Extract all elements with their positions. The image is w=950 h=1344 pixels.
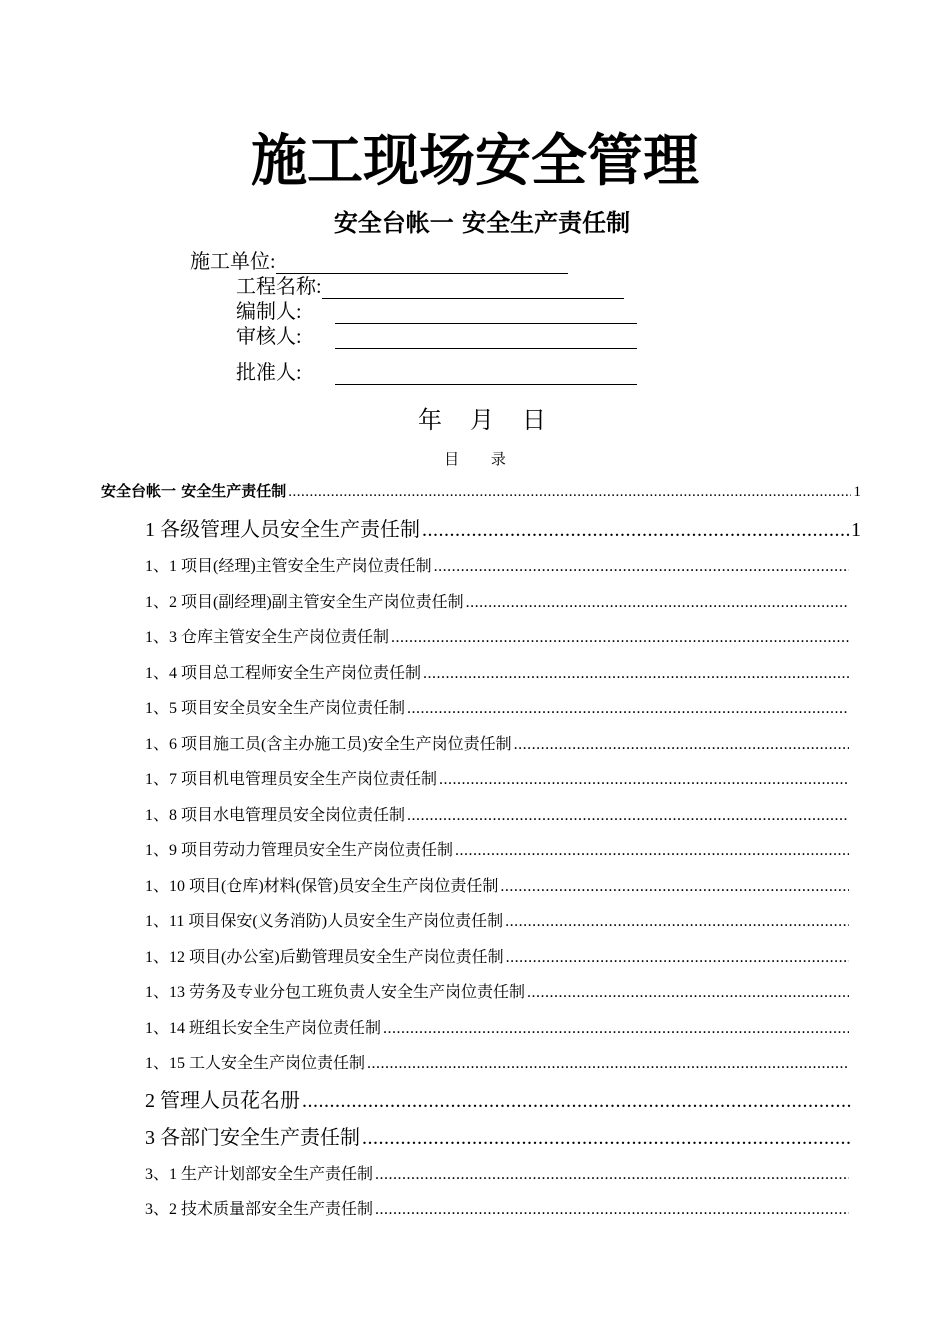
project-name-label: 工程名称: bbox=[236, 276, 322, 298]
toc-entry-text: 1、2 项目(副经理)副主管安全生产岗位责任制 bbox=[145, 594, 464, 611]
toc-entry[interactable] bbox=[145, 731, 859, 754]
approver-line bbox=[335, 362, 637, 385]
compiler-field bbox=[236, 300, 637, 324]
approver-field bbox=[236, 361, 637, 385]
date-line bbox=[0, 405, 950, 437]
toc-heading: 目 录 bbox=[444, 452, 520, 468]
document-title: 施工现场安全管理 bbox=[251, 129, 699, 194]
toc-entry[interactable] bbox=[145, 660, 859, 683]
construction-unit-field bbox=[190, 250, 568, 274]
toc-entry[interactable] bbox=[145, 1084, 861, 1113]
approver-label: 批准人: bbox=[236, 362, 302, 384]
project-name-line bbox=[322, 276, 624, 299]
toc-entry-text: 1、13 劳务及专业分包工班负责人安全生产岗位责任制 bbox=[145, 984, 526, 1001]
toc-entry-text: 1、3 仓库主管安全生产岗位责任制 bbox=[145, 629, 390, 646]
toc-entry-text: 1、10 项目(仓库)材料(保管)员安全生产岗位责任制 bbox=[145, 878, 499, 895]
toc-entry[interactable] bbox=[145, 944, 859, 967]
toc-entry[interactable] bbox=[145, 1161, 859, 1184]
toc-entry-text: 1、6 项目施工员(含主办施工员)安全生产岗位责任制 bbox=[145, 736, 512, 753]
toc-entry[interactable] bbox=[145, 553, 859, 576]
reviewer-field bbox=[236, 325, 637, 349]
toc-entry-text: 1、5 项目安全员安全生产岗位责任制 bbox=[145, 700, 406, 717]
toc-entry-text: 1、1 项目(经理)主管安全生产岗位责任制 bbox=[145, 558, 432, 575]
toc-entry-text: 3 各部门安全生产责任制 bbox=[145, 1127, 360, 1149]
toc-entry[interactable] bbox=[145, 1121, 861, 1150]
reviewer-label: 审核人: bbox=[236, 326, 302, 348]
date-month: 月 bbox=[470, 408, 494, 434]
toc-entry[interactable] bbox=[145, 873, 859, 896]
toc-entry[interactable] bbox=[145, 624, 859, 647]
toc-entry-page: 1 bbox=[851, 519, 861, 541]
toc-entry[interactable] bbox=[145, 513, 861, 542]
construction-unit-label: 施工单位: bbox=[190, 251, 276, 273]
date-day: 日 bbox=[522, 408, 546, 434]
compiler-label: 编制人: bbox=[236, 301, 302, 323]
toc-entry[interactable] bbox=[145, 1196, 859, 1219]
toc-entry[interactable] bbox=[145, 1050, 859, 1073]
toc-entry[interactable] bbox=[145, 1015, 859, 1038]
toc-entry[interactable] bbox=[145, 802, 859, 825]
toc-entry-text: 安全台帐一 安全生产责任制 bbox=[101, 482, 287, 500]
toc-entry-text: 1 各级管理人员安全生产责任制 bbox=[145, 519, 420, 541]
construction-unit-line bbox=[276, 251, 568, 274]
toc-entry-text: 1、14 班组长安全生产岗位责任制 bbox=[145, 1020, 382, 1037]
toc-entry[interactable] bbox=[145, 766, 859, 789]
toc-entry-text: 1、15 工人安全生产岗位责任制 bbox=[145, 1055, 366, 1072]
toc-entry[interactable] bbox=[145, 979, 859, 1002]
toc-entry-text: 1、12 项目(办公室)后勤管理员安全生产岗位责任制 bbox=[145, 949, 504, 966]
toc-entry-text: 1、4 项目总工程师安全生产岗位责任制 bbox=[145, 665, 422, 682]
toc-entry-text: 1、11 项目保安(义务消防)人员安全生产岗位责任制 bbox=[145, 913, 504, 930]
project-name-field bbox=[236, 275, 624, 299]
toc-entry-text: 2 管理人员花名册 bbox=[145, 1090, 300, 1112]
toc-entry[interactable] bbox=[145, 837, 859, 860]
toc-entry-text: 3、1 生产计划部安全生产责任制 bbox=[145, 1166, 374, 1183]
document-subtitle: 安全台帐一 安全生产责任制 bbox=[333, 209, 631, 237]
compiler-line bbox=[335, 301, 637, 324]
toc-entry-text: 3、2 技术质量部安全生产责任制 bbox=[145, 1201, 374, 1218]
toc-entry-text: 1、8 项目水电管理员安全岗位责任制 bbox=[145, 807, 406, 824]
date-year: 年 bbox=[418, 408, 442, 434]
toc-entry[interactable] bbox=[145, 695, 859, 718]
toc-entry[interactable] bbox=[101, 480, 861, 501]
toc-entry-text: 1、7 项目机电管理员安全生产岗位责任制 bbox=[145, 771, 438, 788]
toc-entry-text: 1、9 项目劳动力管理员安全生产岗位责任制 bbox=[145, 842, 454, 859]
toc-entry[interactable] bbox=[145, 908, 859, 931]
reviewer-line bbox=[335, 326, 637, 349]
toc-entry[interactable] bbox=[145, 589, 859, 612]
toc-entry-page: 1 bbox=[853, 484, 861, 500]
